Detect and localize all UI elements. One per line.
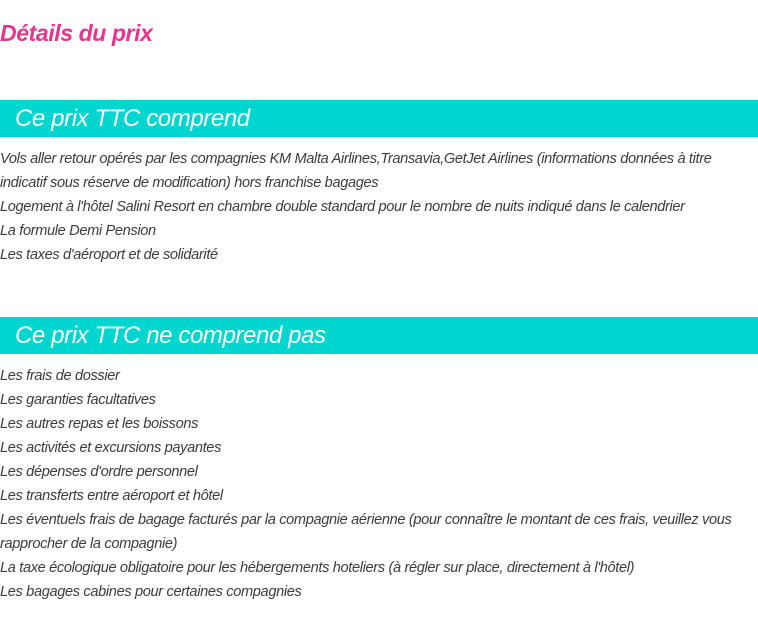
list-item: Les transferts entre aéroport et hôtel: [0, 488, 223, 504]
list-item: Les dépenses d'ordre personnel: [0, 464, 198, 480]
list-item: Les autres repas et les boissons: [0, 416, 199, 432]
list-item: Les garanties facultatives: [0, 392, 156, 408]
excludes-list: [0, 364, 758, 604]
list-item: La formule Demi Pension: [0, 223, 156, 239]
includes-section-header: Ce prix TTC comprend: [0, 100, 758, 137]
list-item: Les taxes d'aéroport et de solidarité: [0, 247, 218, 263]
list-item: La taxe écologique obligatoire pour les hébergements hoteliers (à régler sur place, directement à l'hôtel): [0, 560, 635, 576]
list-item: Les bagages cabines pour certaines compagnies: [0, 584, 302, 600]
excludes-section-header: Ce prix TTC ne comprend pas: [0, 317, 758, 354]
page-title: Détails du prix: [0, 20, 153, 46]
includes-list: [0, 147, 758, 267]
list-item: Les activités et excursions payantes: [0, 440, 222, 456]
list-item: Les frais de dossier: [0, 368, 120, 384]
list-item: Vols aller retour opérés par les compagnies KM Malta Airlines,Transavia,GetJet Airlines (informations données à titre indicatif sous réserve de modification) hors franchise bagages: [0, 151, 712, 191]
list-item: Les éventuels frais de bagage facturés par la compagnie aérienne (pour connaître le montant de ces frais, veuillez vous rapprocher de la compagnie): [0, 512, 732, 552]
list-item: Logement à l'hôtel Salini Resort en chambre double standard pour le nombre de nuits indiqué dans le calendrier: [0, 199, 685, 215]
